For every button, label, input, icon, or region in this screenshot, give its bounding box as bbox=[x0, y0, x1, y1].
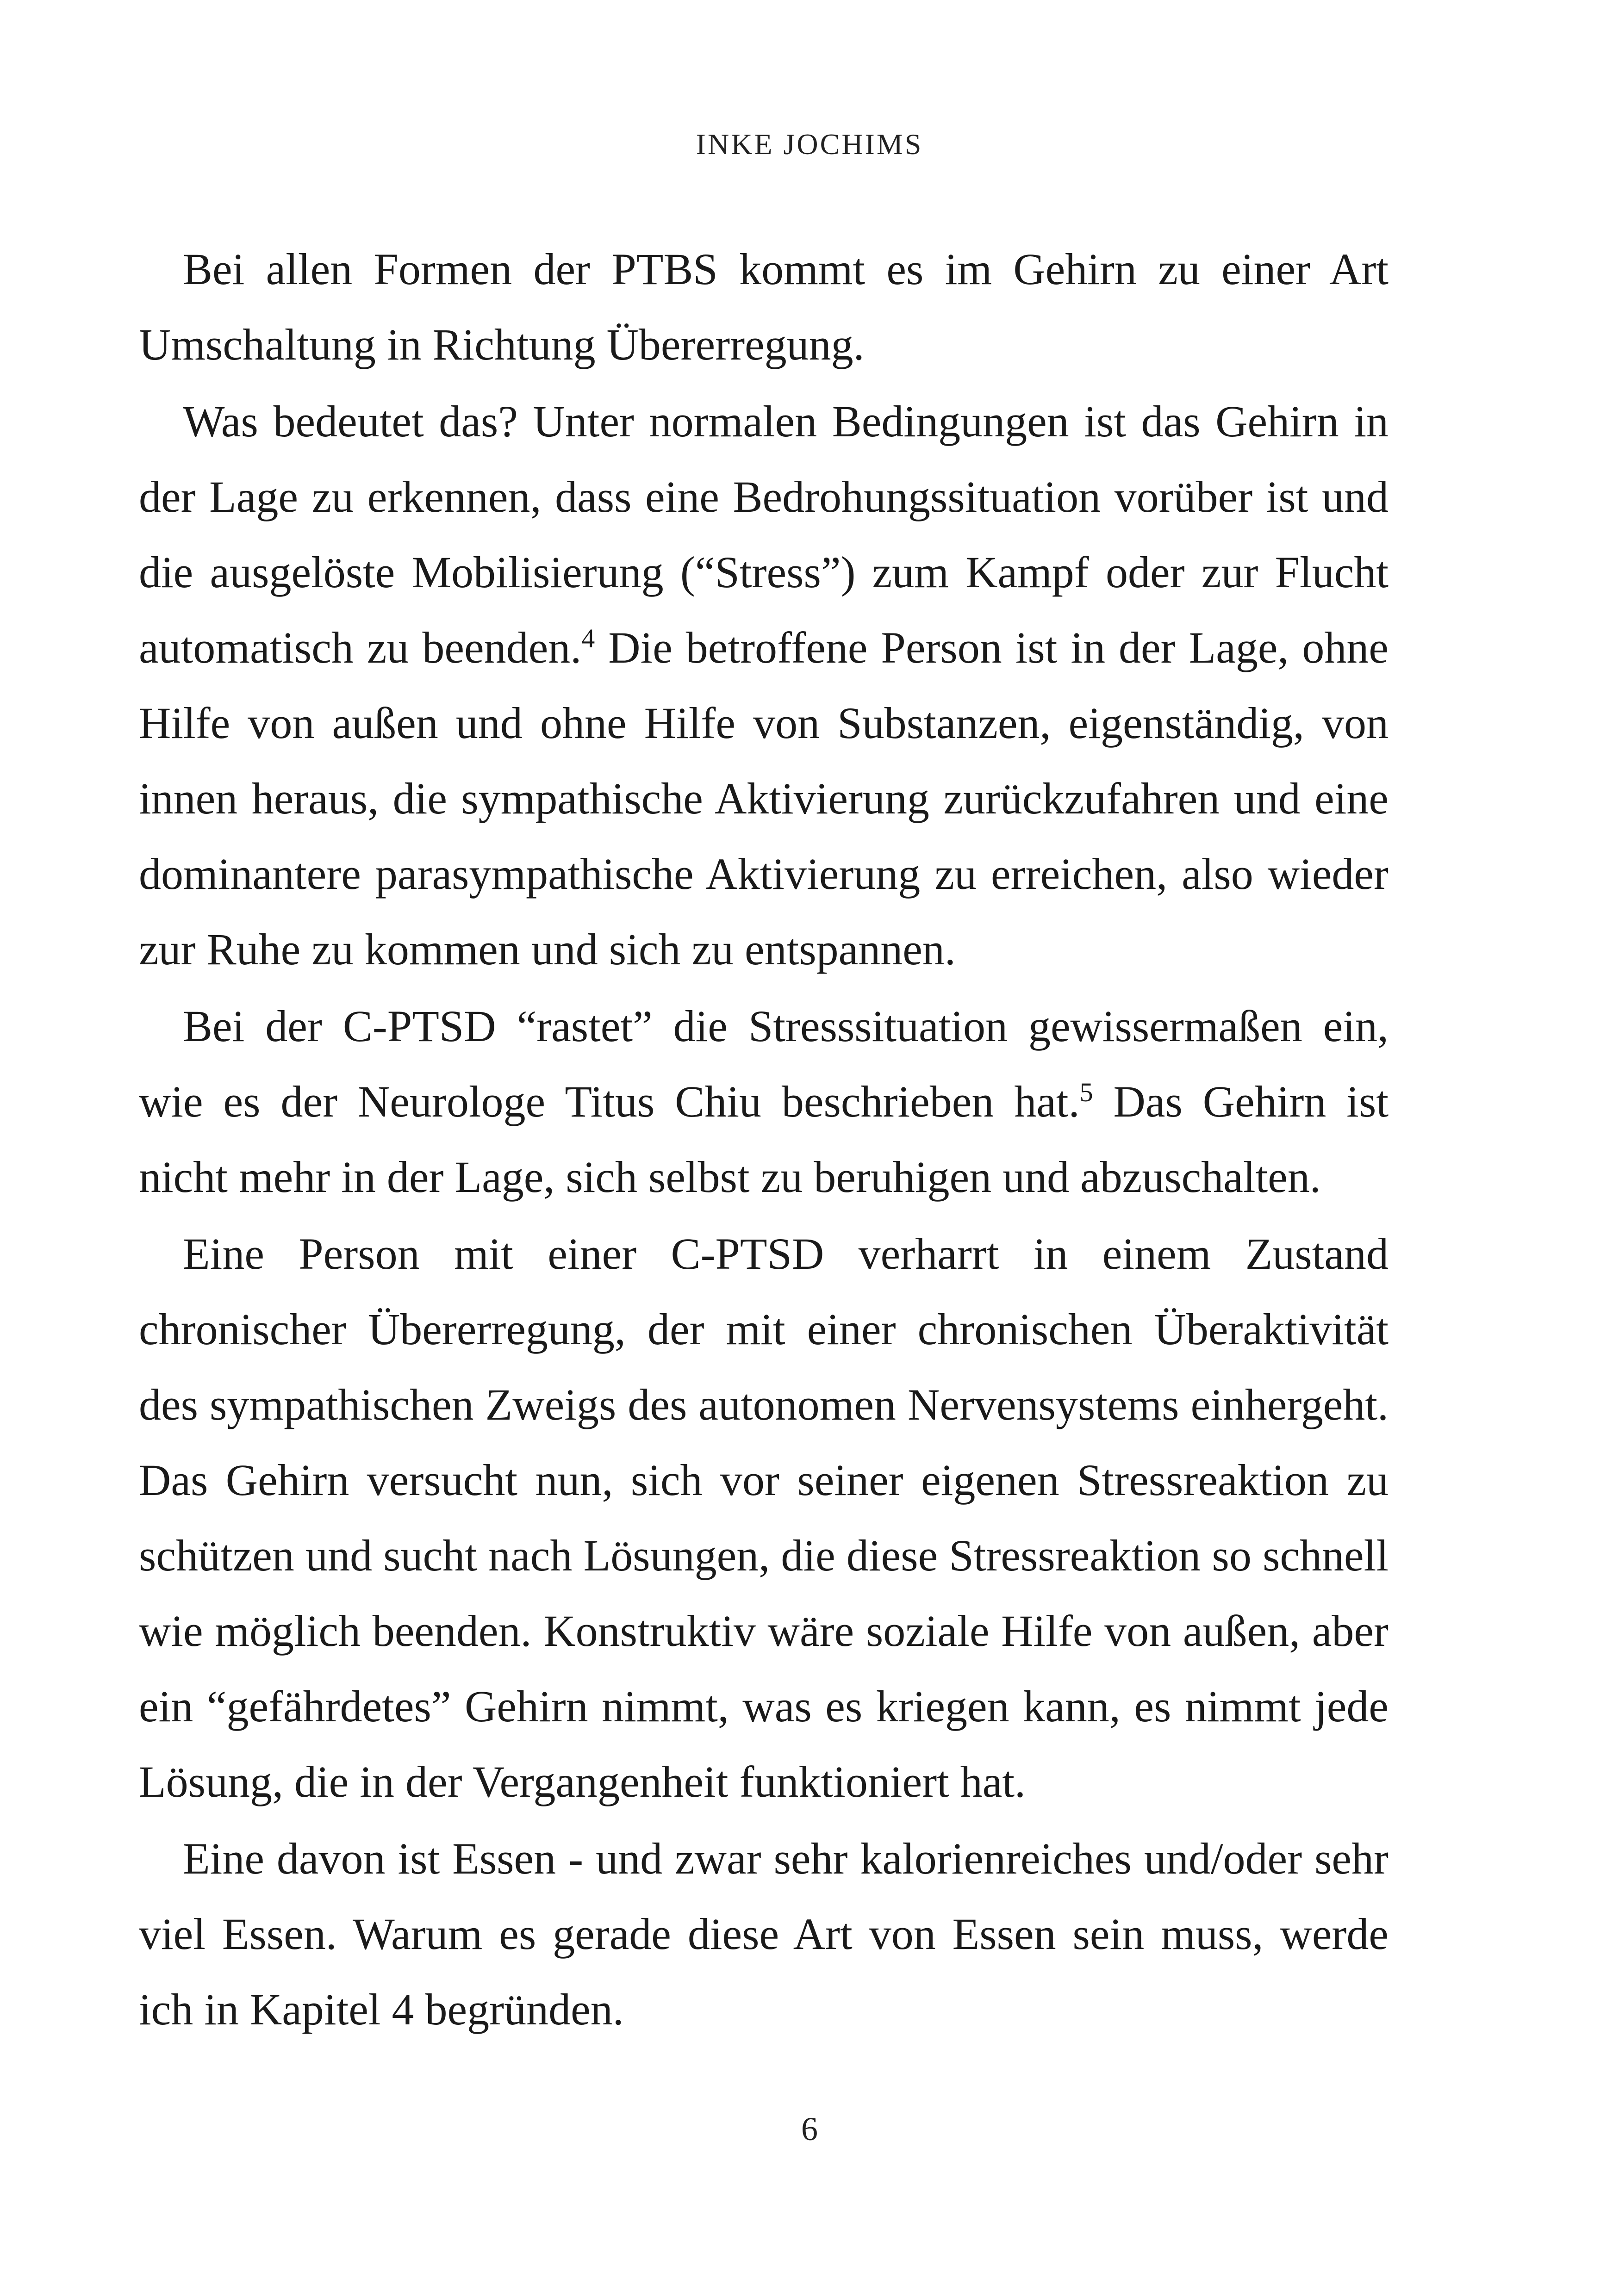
paragraph-4-text: Eine Person mit einer C-PTSD verharrt in einem Zustand chronischer Übererregung, der mit einer chronischen Überaktivität des sympathischen Zweigs des autonomen Nervensystems einhergeht. Das Gehirn versucht nun, sich vor seiner eigenen Stressreaktion zu schützen und sucht nach Lösungen, die diese Stressreaktion so schnell wie möglich beenden. Konstruktiv wäre soziale Hilfe von außen, aber ein “gefährdetes” Gehirn nimmt, was es kriegen kann, es nimmt jede Lösung, die in der Vergangenheit funktioniert hat. bbox=[139, 1229, 1389, 1806]
paragraph-2-text-a: Was bedeutet das? Unter normalen Bedingungen ist das Gehirn in der Lage zu erkennen, dass eine Bedrohungssituation vorüber ist und die ausgelöste Mobilisierung (“Stress”) zum Kampf oder zur Flucht automatisch zu beenden. bbox=[139, 397, 1389, 672]
page-number: 6 bbox=[801, 2110, 818, 2147]
running-head: INKE JOCHIMS bbox=[696, 128, 923, 161]
paragraph-3-text-a: Bei der C-PTSD “rastet” die Stresssituation gewissermaßen ein, wie es der Neurologe Titus Chiu beschrieben hat. bbox=[139, 1001, 1389, 1126]
body-text bbox=[139, 231, 1389, 2048]
paragraph-2-text-b: Die betroffene Person ist in der Lage, ohne Hilfe von außen und ohne Hilfe von Substanzen, eigenständig, von innen heraus, die sympathische Aktivierung zurückzufahren und eine dominantere parasympathische Aktivierung zu erreichen, also wieder zur Ruhe zu kommen und sich zu entspannen. bbox=[139, 623, 1389, 974]
paragraph-2 bbox=[139, 384, 1389, 987]
paragraph-3-text-b: Das Gehirn ist nicht mehr in der Lage, sich selbst zu beruhigen und abzuschalten. bbox=[139, 1077, 1389, 1202]
paragraph-1 bbox=[139, 231, 1389, 382]
footnote-ref-5[interactable]: 5 bbox=[1079, 1077, 1093, 1107]
paragraph-3 bbox=[139, 988, 1389, 1215]
footnote-ref-4[interactable]: 4 bbox=[581, 623, 595, 653]
paragraph-4 bbox=[139, 1216, 1389, 1819]
paragraph-5 bbox=[139, 1821, 1389, 2047]
paragraph-5-text: Eine davon ist Essen - und zwar sehr kalorienreiches und/oder sehr viel Essen. Warum es gerade diese Art von Essen sein muss, werde ich in Kapitel 4 begründen. bbox=[139, 1834, 1389, 2034]
paragraph-1-text: Bei allen Formen der PTBS kommt es im Gehirn zu einer Art Umschaltung in Richtung Übererregung. bbox=[139, 244, 1389, 369]
